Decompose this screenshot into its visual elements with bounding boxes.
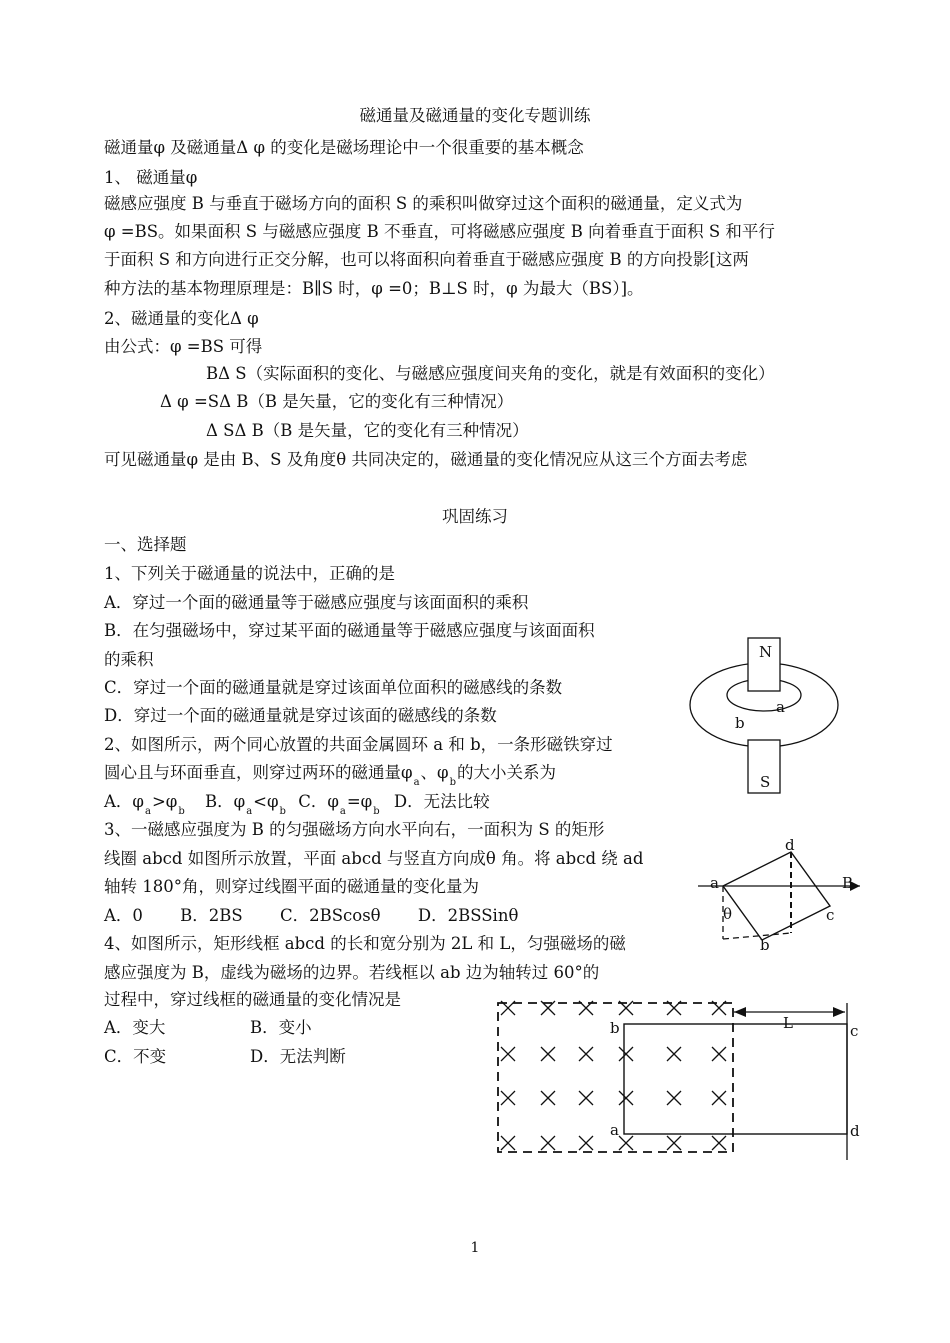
- part1-heading: 一、选择题: [104, 535, 187, 554]
- intro-text: 磁通量φ 及磁通量Δ φ 的变化是磁场理论中一个很重要的基本概念: [104, 138, 584, 157]
- vertex-a-label: a: [710, 874, 719, 892]
- section1-line: 磁感应强度 B 与垂直于磁场方向的面积 S 的乘积叫做穿过这个面积的磁通量，定义式为: [104, 194, 743, 213]
- vertex-b-label: b: [760, 936, 770, 954]
- field-cross-mark: [501, 1091, 515, 1105]
- q4-line2: 感应强度为 B，虚线为磁场的边界。若线框以 ab 边为轴转过 60°的: [104, 963, 600, 982]
- q1-option-d: D．穿过一个面的磁通量就是穿过该面的磁感线的条数: [104, 706, 497, 725]
- q1-option-b: B．在匀强磁场中，穿过某平面的磁通量等于磁感应强度与该面面积: [104, 621, 595, 640]
- q4-option-b: B．变小: [250, 1018, 312, 1037]
- q2-line1: 2、如图所示，两个同心放置的共面金属圆环 a 和 b，一条形磁铁穿过: [104, 735, 613, 754]
- field-cross-mark: [579, 1091, 593, 1105]
- q2-option-d: D．无法比较: [393, 792, 490, 811]
- q1-stem: 1、下列关于磁通量的说法中，正确的是: [104, 564, 395, 583]
- q3-line1: 3、一磁感应强度为 B 的匀强磁场方向水平向右，一面积为 S 的矩形: [104, 820, 605, 839]
- field-cross-mark: [501, 1047, 515, 1061]
- ring-b-label: b: [735, 714, 745, 732]
- section1-line: φ =BS。如果面积 S 与磁感应强度 B 不垂直，可将磁感应强度 B 向着垂直于面积 S 和平行: [104, 222, 775, 241]
- section2-heading: 2、磁通量的变化Δ φ: [104, 309, 259, 328]
- q1-option-a: A．穿过一个面的磁通量等于磁感应强度与该面面积的乘积: [104, 593, 529, 612]
- field-b-label: B: [842, 874, 854, 892]
- q2-option-a: A．$\varphi_a>\varphi_b$: [104, 792, 185, 817]
- q2-option-b: B．$\varphi_a<\varphi_b$: [205, 792, 286, 817]
- vertex-c-label: c: [826, 906, 835, 924]
- q4-option-c: C．不变: [104, 1047, 167, 1066]
- q3-line2: 线圈 abcd 如图所示放置，平面 abcd 与竖直方向成θ 角。将 abcd 绕 ad: [104, 849, 644, 868]
- vertex-a-label: a: [610, 1121, 619, 1139]
- conclusion-text: 可见磁通量φ 是由 B、S 及角度θ 共同决定的，磁通量的变化情况应从这三个方面去考虑: [104, 450, 748, 469]
- q3-option-b: B．2BS: [180, 906, 243, 925]
- section1-heading: 1、 磁通量φ: [104, 168, 198, 187]
- field-cross-mark: [579, 1136, 593, 1150]
- q4-line3: 过程中，穿过线框的磁通量的变化情况是: [104, 990, 401, 1009]
- field-cross-mark: [501, 1136, 515, 1150]
- loop-abcd: [723, 852, 830, 940]
- south-label: S: [760, 773, 771, 791]
- practice-heading: 巩固练习: [442, 507, 508, 526]
- field-cross-mark: [541, 1047, 555, 1061]
- formula-case-3: Δ SΔ B（B 是矢量，它的变化有三种情况）: [206, 421, 529, 440]
- vertex-d-label: d: [785, 838, 795, 854]
- q4-option-d: D．无法判断: [250, 1047, 346, 1066]
- field-cross-mark: [712, 1091, 726, 1105]
- field-cross-mark: [541, 1091, 555, 1105]
- q3-option-d: D．2BSSinθ: [417, 906, 519, 925]
- page-number: 1: [470, 1240, 480, 1256]
- frame-abcd: [624, 1024, 847, 1134]
- tilted-loop-figure: [690, 838, 870, 958]
- q2-line2: 圆心且与环面垂直，则穿过两环的磁通量$\varphi_a$、$\varphi_b$的大小关系为: [104, 763, 556, 788]
- field-cross-mark: [619, 1136, 633, 1150]
- q3-option-a: A．0: [104, 906, 143, 925]
- field-cross-mark: [712, 1136, 726, 1150]
- q1-option-b-cont: 的乘积: [104, 650, 154, 669]
- field-cross-mark: [667, 1091, 681, 1105]
- q2-option-c: C．$\varphi_a=\varphi_b$: [298, 792, 380, 817]
- concentric-rings-figure: [685, 630, 855, 800]
- section1-line: 种方法的基本物理原理是：B∥S 时，φ =0；B⊥S 时，φ 为最大（BS）]。: [104, 279, 644, 298]
- q4-line1: 4、如图所示，矩形线框 abcd 的长和宽分别为 2L 和 L，匀强磁场的磁: [104, 934, 626, 953]
- vertex-c-label: c: [850, 1022, 859, 1040]
- north-label: N: [759, 643, 773, 661]
- formula-lead: 由公式：φ =BS 可得: [104, 337, 263, 356]
- q3-line3: 轴转 180°角，则穿过线圈平面的磁通量的变化量为: [104, 877, 479, 896]
- q4-options-row2: [104, 1047, 346, 1067]
- formula-case-2: Δ φ =SΔ B（B 是矢量，它的变化有三种情况）: [160, 392, 514, 411]
- formula-case-1: BΔ S（实际面积的变化、与磁感应强度间夹角的变化，就是有效面积的变化）: [206, 364, 775, 383]
- q1-option-c: C．穿过一个面的磁通量就是穿过该面单位面积的磁感线的条数: [104, 678, 563, 697]
- vertex-b-label: b: [610, 1019, 620, 1037]
- q3-options: [104, 906, 518, 926]
- field-cross-mark: [667, 1047, 681, 1061]
- q3-option-c: C．2BScosθ: [279, 906, 381, 925]
- section1-line: 于面积 S 和方向进行正交分解，也可以将面积向着垂直于磁感应强度 B 的方向投影[这两: [104, 250, 749, 269]
- field-cross-mark: [619, 1091, 633, 1105]
- page-title: 磁通量及磁通量的变化专题训练: [359, 106, 591, 125]
- q2-options: [104, 792, 490, 815]
- ring-a-label: a: [776, 698, 785, 716]
- field-cross-mark: [579, 1047, 593, 1061]
- q4-options-row1: [104, 1018, 312, 1038]
- rect-frame-field-figure: [490, 1000, 870, 1160]
- field-cross-mark: [712, 1047, 726, 1061]
- field-cross-mark: [619, 1047, 633, 1061]
- length-l-label: L: [783, 1014, 793, 1032]
- vertex-d-label: d: [850, 1122, 860, 1140]
- angle-theta-label: θ: [723, 905, 733, 923]
- field-cross-mark: [667, 1136, 681, 1150]
- q4-option-a: A．变大: [104, 1018, 166, 1037]
- field-cross-mark: [541, 1136, 555, 1150]
